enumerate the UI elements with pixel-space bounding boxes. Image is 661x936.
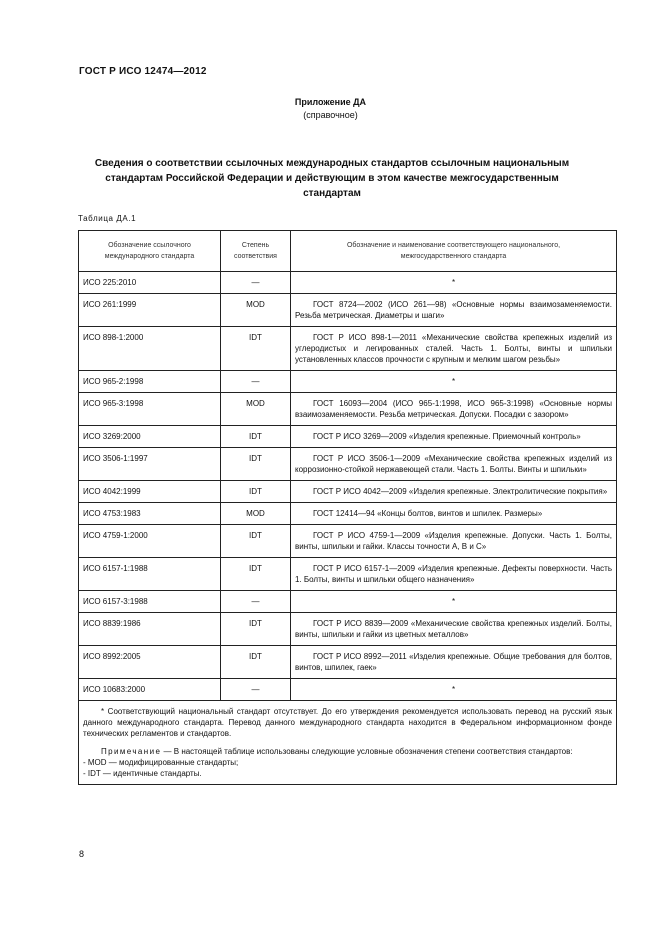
table-row bbox=[79, 503, 617, 525]
degree-cell: IDT bbox=[221, 448, 291, 481]
reference-standard-cell: ИСО 3269:2000 bbox=[79, 426, 221, 448]
degree-cell: IDT bbox=[221, 525, 291, 558]
section-title-line: стандартам bbox=[303, 188, 361, 199]
reference-standard-cell: ИСО 8992:2005 bbox=[79, 646, 221, 679]
table-row bbox=[79, 371, 617, 393]
note-text: — В настоящей таблице использованы следующие условные обозначения степени соответствия стандартов: bbox=[161, 747, 573, 756]
degree-cell: IDT bbox=[221, 613, 291, 646]
reference-standard-cell: ИСО 261:1999 bbox=[79, 294, 221, 327]
national-standard-text: ГОСТ 8724—2002 (ИСО 261—98) «Основные нормы взаимозаменяемости. Резьба метрическая. Диаметры и шаги» bbox=[295, 300, 612, 320]
table-row bbox=[79, 294, 617, 327]
table-row bbox=[79, 426, 617, 448]
reference-standard-cell: ИСО 6157-3:1988 bbox=[79, 591, 221, 613]
national-standard-cell bbox=[291, 525, 617, 558]
reference-standard-cell: ИСО 898-1:2000 bbox=[79, 327, 221, 371]
national-standard-cell bbox=[291, 481, 617, 503]
note-item: - MOD — модифицированные стандарты; bbox=[83, 758, 239, 767]
header-reference-standard bbox=[79, 231, 221, 272]
annex-subtitle: (справочное) bbox=[303, 110, 358, 120]
table-row bbox=[79, 613, 617, 646]
degree-cell: IDT bbox=[221, 426, 291, 448]
table-row bbox=[79, 272, 617, 294]
national-standard-cell: * bbox=[291, 371, 617, 393]
reference-standard-cell: ИСО 10683:2000 bbox=[79, 679, 221, 701]
header-national-standard bbox=[291, 231, 617, 272]
table-row bbox=[79, 558, 617, 591]
national-standard-text: ГОСТ Р ИСО 4042—2009 «Изделия крепежные. Электролитические покрытия» bbox=[313, 487, 608, 496]
header-text: международного стандарта bbox=[104, 253, 195, 260]
degree-cell: IDT bbox=[221, 327, 291, 371]
degree-cell: MOD bbox=[221, 294, 291, 327]
national-standard-text: ГОСТ Р ИСО 4759-1—2009 «Изделия крепежные. Допуски. Часть 1. Болты, винты, шпильки и гайки. Классы точности А, В и С» bbox=[295, 531, 612, 551]
header-text: Обозначение ссылочного bbox=[108, 242, 191, 249]
table-label: Таблица ДА.1 bbox=[78, 214, 137, 223]
header-text: Обозначение и наименование соответствующего национального, bbox=[346, 242, 561, 249]
annex-heading bbox=[0, 96, 661, 122]
national-standard-text: ГОСТ Р ИСО 3269—2009 «Изделия крепежные. Приемочный контроль» bbox=[313, 432, 581, 441]
table-row bbox=[79, 327, 617, 371]
national-standard-cell bbox=[291, 503, 617, 525]
national-standard-text: ГОСТ Р ИСО 3506-1—2009 «Механические свойства крепежных изделий из коррозионно-стойкой нержавеющей стали. Часть 1. Болты. Винты и шпильки» bbox=[295, 454, 612, 474]
degree-cell: IDT bbox=[221, 646, 291, 679]
national-standard-cell bbox=[291, 426, 617, 448]
national-standard-cell bbox=[291, 327, 617, 371]
national-standard-cell: * bbox=[291, 679, 617, 701]
footnote bbox=[83, 706, 612, 739]
header-text: Степень bbox=[241, 242, 270, 249]
reference-standard-cell: ИСО 4042:1999 bbox=[79, 481, 221, 503]
degree-cell: — bbox=[221, 371, 291, 393]
degree-cell: — bbox=[221, 679, 291, 701]
document-id: ГОСТ Р ИСО 12474—2012 bbox=[79, 66, 207, 77]
table-row bbox=[79, 448, 617, 481]
reference-standard-cell: ИСО 4753:1983 bbox=[79, 503, 221, 525]
national-standard-text: ГОСТ Р ИСО 8992—2011 «Изделия крепежные. Общие требования для болтов, винтов, шпилек, гаек» bbox=[295, 652, 612, 672]
annex-title: Приложение ДА bbox=[294, 97, 367, 107]
degree-cell: — bbox=[221, 272, 291, 294]
national-standard-text: ГОСТ Р ИСО 6157-1—2009 «Изделия крепежные. Дефекты поверхности. Часть 1. Болты, винты и шпильки общего назначения» bbox=[295, 564, 612, 584]
national-standard-text: ГОСТ Р ИСО 8839—2009 «Механические свойства крепежных изделий. Болты, винты, шпильки и гайки из цветных металлов» bbox=[295, 619, 612, 639]
table-row bbox=[79, 481, 617, 503]
table-row bbox=[79, 679, 617, 701]
reference-standard-cell: ИСО 8839:1986 bbox=[79, 613, 221, 646]
header-text: межгосударственного стандарта bbox=[400, 253, 507, 260]
header-degree bbox=[221, 231, 291, 272]
section-title bbox=[72, 156, 592, 201]
national-standard-cell bbox=[291, 294, 617, 327]
national-standard-cell bbox=[291, 393, 617, 426]
reference-standard-cell: ИСО 965-2:1998 bbox=[79, 371, 221, 393]
national-standard-cell bbox=[291, 558, 617, 591]
note bbox=[83, 746, 612, 757]
degree-cell: IDT bbox=[221, 558, 291, 591]
page-number: 8 bbox=[79, 849, 85, 859]
standards-table bbox=[78, 230, 617, 785]
table-row bbox=[79, 393, 617, 426]
national-standard-cell bbox=[291, 448, 617, 481]
national-standard-cell bbox=[291, 613, 617, 646]
table-footnote-cell bbox=[79, 701, 617, 785]
degree-cell: — bbox=[221, 591, 291, 613]
note-label: Примечание bbox=[101, 747, 162, 756]
reference-standard-cell: ИСО 3506-1:1997 bbox=[79, 448, 221, 481]
national-standard-text: ГОСТ 16093—2004 (ИСО 965-1:1998, ИСО 965-3:1998) «Основные нормы взаимозаменяемости. Резьба метрическая. Допуски. Посадки с зазором» bbox=[295, 399, 612, 419]
national-standard-cell bbox=[291, 646, 617, 679]
table-header-row bbox=[79, 231, 617, 272]
reference-standard-cell: ИСО 965-3:1998 bbox=[79, 393, 221, 426]
national-standard-text: ГОСТ 12414—94 «Концы болтов, винтов и шпилек. Размеры» bbox=[313, 509, 543, 518]
reference-standard-cell: ИСО 225:2010 bbox=[79, 272, 221, 294]
degree-cell: MOD bbox=[221, 503, 291, 525]
national-standard-cell: * bbox=[291, 591, 617, 613]
section-title-line: Сведения о соответствии ссылочных международных стандартов ссылочным национальным bbox=[94, 158, 570, 169]
reference-standard-cell: ИСО 6157-1:1988 bbox=[79, 558, 221, 591]
section-title-line: стандартам Российской Федерации и действующим в этом качестве межгосударственным bbox=[105, 173, 559, 184]
reference-standard-cell: ИСО 4759-1:2000 bbox=[79, 525, 221, 558]
footnote-text: * Соответствующий национальный стандарт отсутствует. До его утверждения рекомендуется использовать перевод на русский язык данного международного стандарта. Перевод данного международного стандарта находится в Федеральном информационном фонде технических регламентов и стандартов. bbox=[83, 707, 612, 738]
note-item: - IDT — идентичные стандарты. bbox=[83, 769, 202, 778]
national-standard-cell: * bbox=[291, 272, 617, 294]
table-row bbox=[79, 646, 617, 679]
national-standard-text: ГОСТ Р ИСО 898-1—2011 «Механические свойства крепежных изделий из углеродистых и легированных сталей. Часть 1. Болты, винты и шпильки установленных классов прочности с крупным и мелким шагом резьбы» bbox=[295, 333, 612, 364]
table-footer-row bbox=[79, 701, 617, 785]
table-row bbox=[79, 525, 617, 558]
table-row bbox=[79, 591, 617, 613]
degree-cell: IDT bbox=[221, 481, 291, 503]
degree-cell: MOD bbox=[221, 393, 291, 426]
header-text: соответствия bbox=[234, 253, 277, 260]
